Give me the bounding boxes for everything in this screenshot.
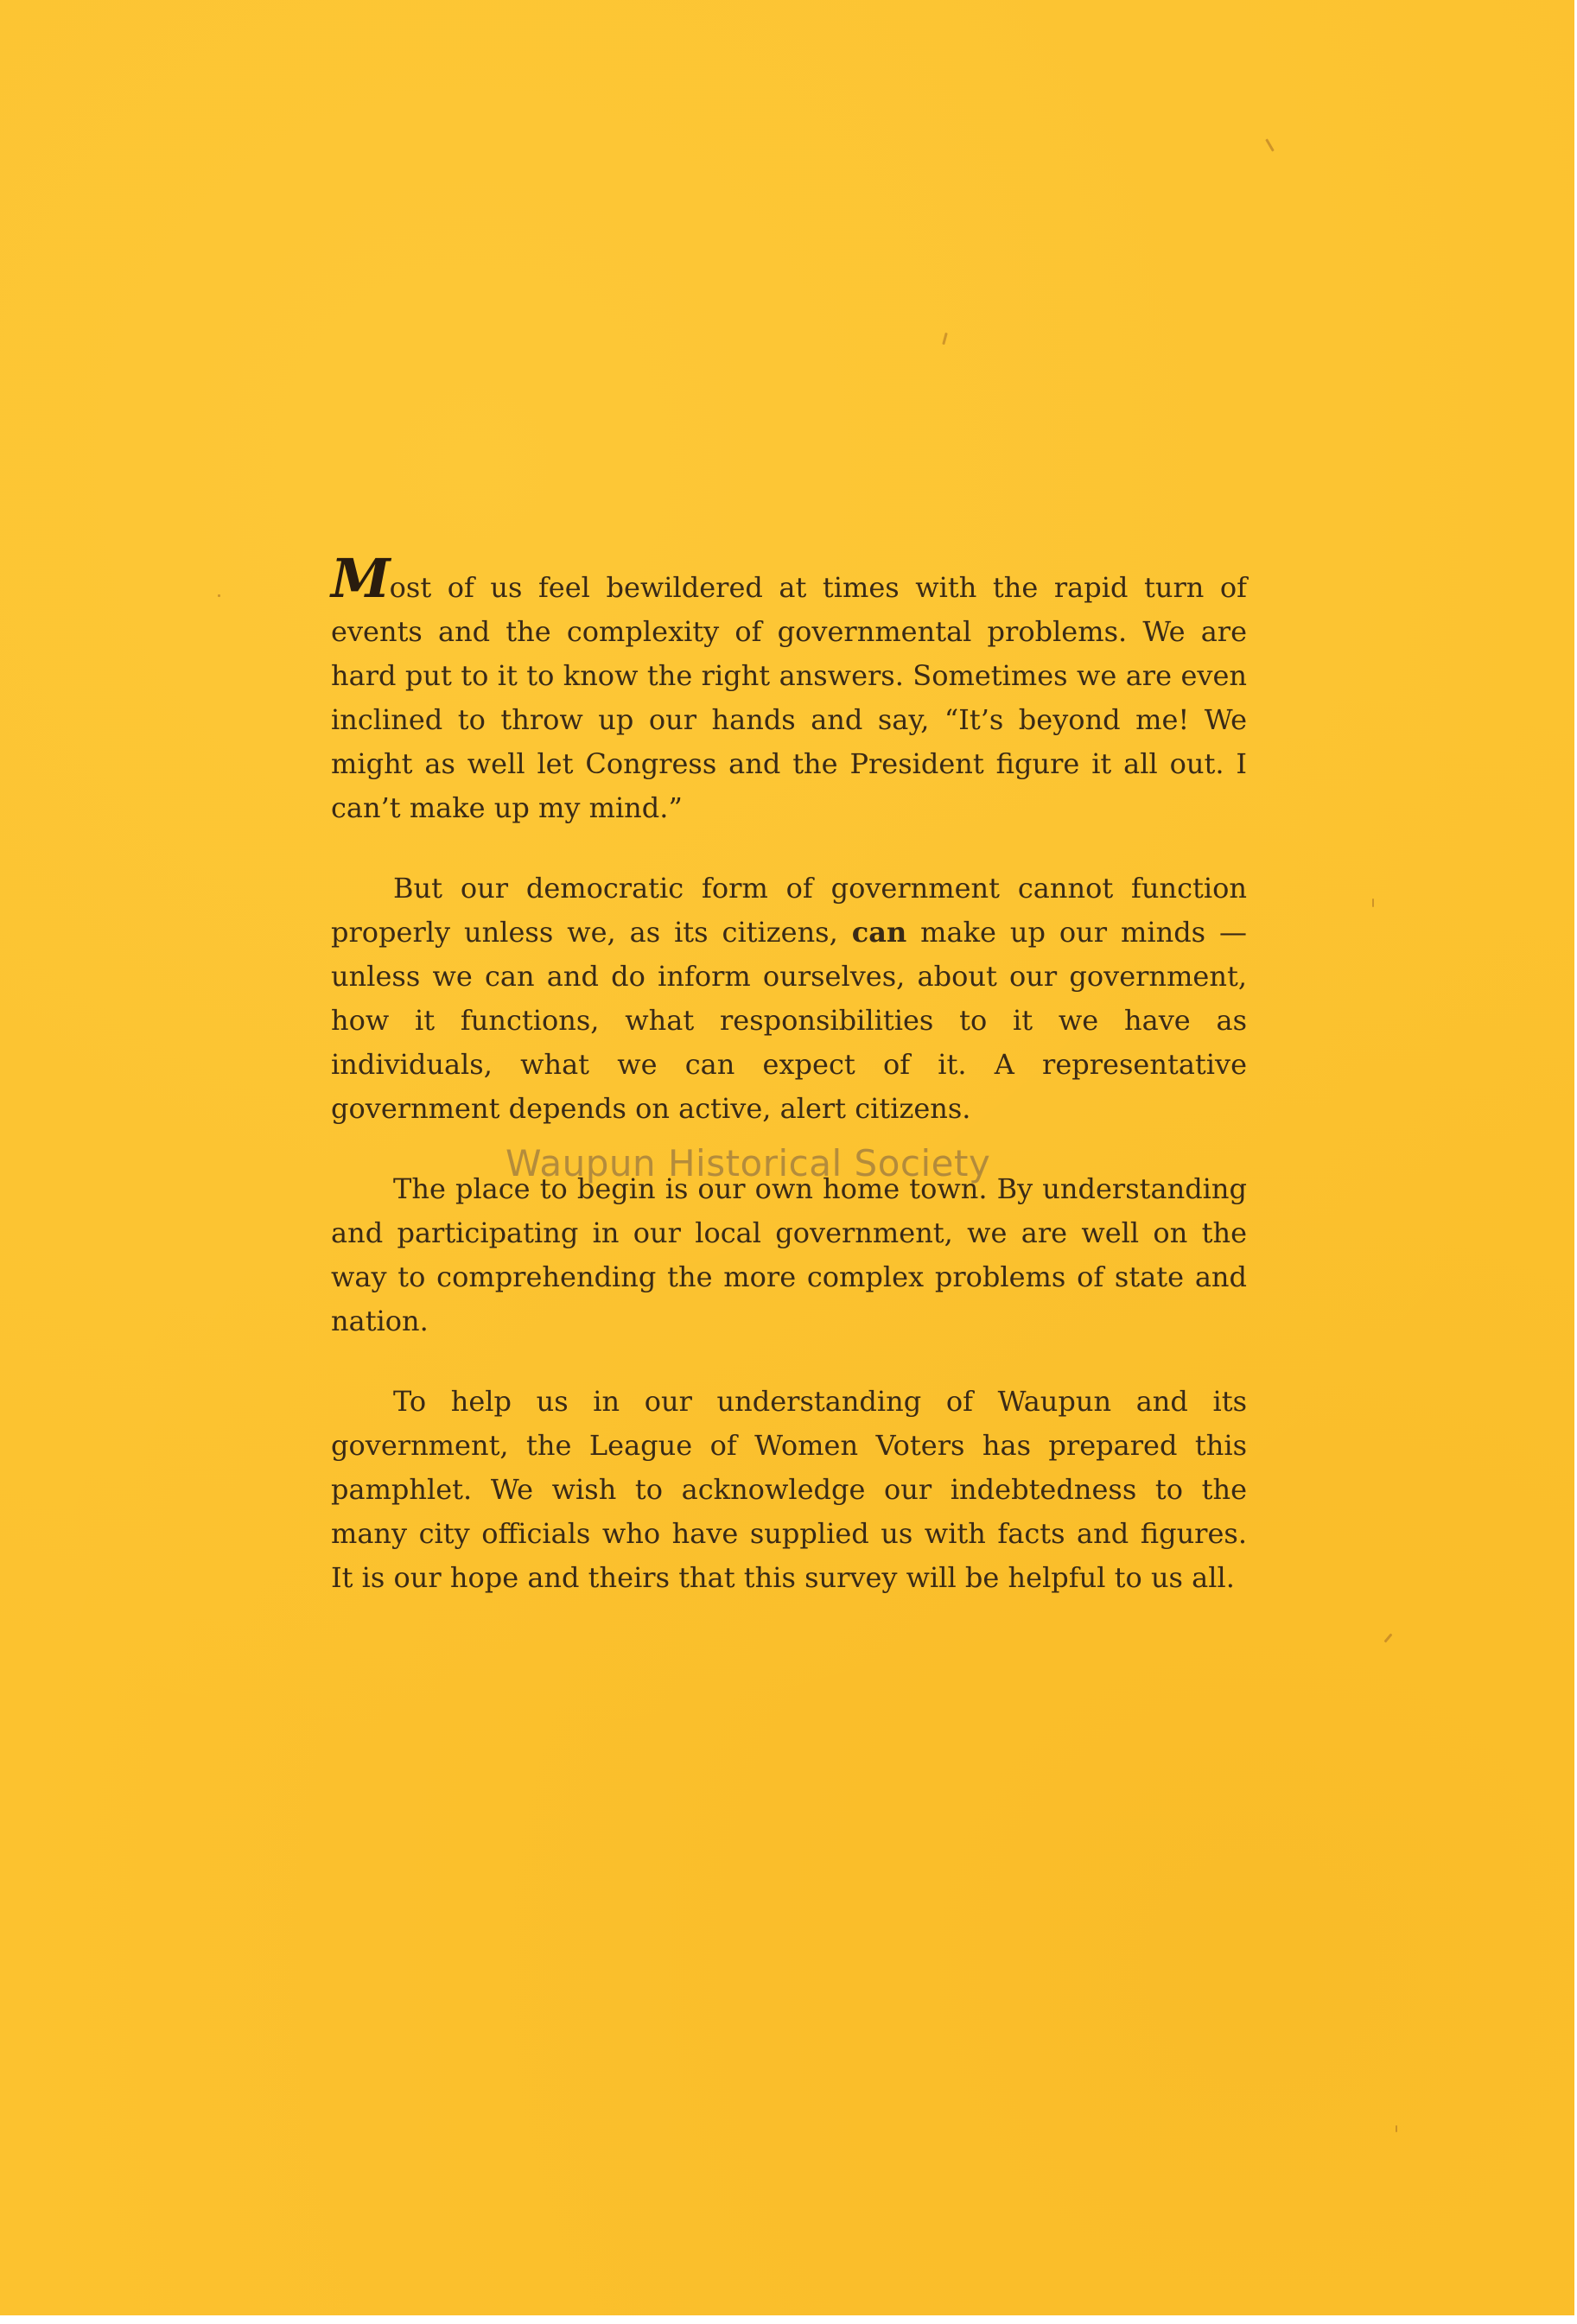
paper-speck: [1265, 138, 1275, 151]
paragraph-intro-text: ost of us feel bewildered at times with the rapid turn of events and the complexity of governmental problems. We are hard put to it to know the right answers. Sometimes we are even inclined to throw up our hands and say, “It’s beyond me! We might as well let Congress and the President figure it all out. I can’t make up my mind.”: [331, 571, 1247, 824]
paper-speck: [1396, 2125, 1397, 2132]
paper-speck: [1383, 1633, 1392, 1642]
paper-speck: [218, 594, 220, 597]
paper-speck: [1372, 898, 1374, 907]
paragraph-home-town-text: The place to begin is our own home town. By understanding and participating in our local government, we are well on the way to comprehending the more complex problems of state and nation.: [331, 1172, 1247, 1337]
paragraph-democracy-text-end: make up our minds — unless we can and do inform ourselves, about our government, how it functions, what responsibilities to it we have as individuals, what we can expect of it. A representative government depends on active, alert citizens.: [331, 916, 1248, 1125]
paragraph-intro: [331, 547, 1247, 830]
drop-cap-letter: M: [331, 547, 389, 610]
paragraph-acknowledgement: [331, 1380, 1247, 1600]
paragraph-democracy-text-start: But our democratic form of government cannot function properly unless we, as its citizens,: [331, 872, 1247, 949]
paper-speck: [942, 333, 948, 345]
paragraph-democracy: [331, 867, 1247, 1131]
paragraph-home-town: [331, 1167, 1247, 1343]
emphasis-can: can: [851, 916, 907, 949]
watermark-text: Waupun Historical Society: [506, 1142, 991, 1184]
body-text: [331, 547, 1248, 1636]
paragraph-acknowledgement-text: To help us in our understanding of Waupun and its government, the League of Women Voters has prepared this pamphlet. We wish to acknowledge our indebtedness to the many city officials who have supplied us with facts and figures. It is our hope and theirs that this survey will be helpful to us all.: [331, 1385, 1247, 1594]
